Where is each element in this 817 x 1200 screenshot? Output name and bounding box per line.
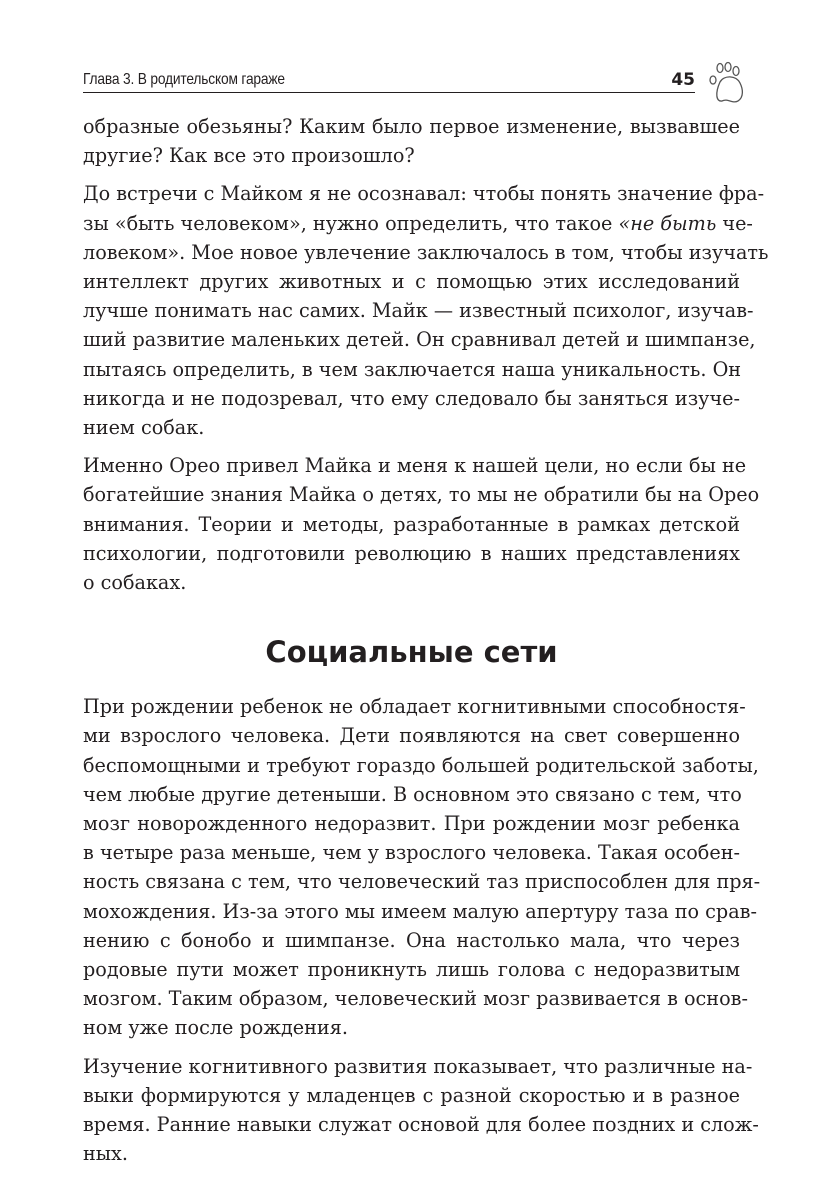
italic-text: «не быть [618,211,717,235]
text-line: ми взрослого человека. Дети появляются на свет совершенно [83,724,740,748]
section-heading: Социальные сети [265,635,558,670]
text-line: ность связана с тем, что человеческий таз приспособлен для пря- [83,870,761,894]
paragraph [83,451,760,597]
paw-print-icon [700,60,748,108]
text-line: другие? Как все это произошло? [83,144,415,168]
text-line: нием собак. [83,416,205,440]
paragraph [83,112,740,170]
text-line: лучше понимать нас самих. Майк — известный психолог, изучав- [83,299,754,323]
paragraph [83,179,769,442]
text-line: мохождения. Из-за этого мы имеем малую апертуру таза по срав- [83,899,757,923]
text-line: нению с бонобо и шимпанзе. Она настолько мала, что через [83,928,740,952]
page-body [83,112,769,1178]
text-line: ловеком». Мое новое увлечение заключалось в том, чтобы изучать [83,240,769,264]
page-number: 45 [671,70,695,90]
text-segment: че- [716,211,753,235]
text-line: При рождении ребенок не обладает когнитивными способностя- [83,695,746,719]
text-line: чем любые другие детеныши. В основном это связано с тем, что [83,782,742,806]
text-line: мозг новорожденного недоразвит. При рождении мозг ребенка [83,812,740,836]
text-line: пытаясь определить, в чем заключается наша уникальность. Он [83,357,742,381]
text-line: образные обезьяны? Каким было первое изменение, вызвавшее [83,115,740,138]
text-line: психологии, подготовили революцию в наших представлениях [83,541,740,565]
text-line: ных. [83,1142,128,1166]
text-line: в четыре раза меньше, чем у взрослого человека. Такая особен- [83,841,740,865]
paragraph [83,1052,759,1169]
text-line: время. Ранние навыки служат основой для более поздних и слож- [83,1113,759,1137]
text-segment: зы «быть человеком», нужно определить, что такое [83,211,619,235]
text-line: интеллект других животных и с помощью этих исследований [83,270,740,294]
text-line: беспомощными и требуют гораздо большей родительской заботы, [83,753,759,777]
text-line: родовые пути может проникнуть лишь голова с недоразвитым [83,958,740,982]
text-line: ном уже после рождения. [83,1016,348,1040]
text-line: ший развитие маленьких детей. Он сравнивал детей и шимпанзе, [83,328,756,352]
text-line: Именно Орео привел Майка и меня к нашей цели, но если бы не [83,454,747,478]
text-line: внимания. Теории и методы, разработанные в рамках детской [83,512,740,536]
text-line: До встречи с Майком я не осознавал: чтобы понять значение фра- [83,182,765,206]
paragraph [83,692,761,1042]
running-title: Глава 3. В родительском гараже [83,71,285,88]
text-line: выки формируются у младенцев с разной скоростью и в разное [83,1083,740,1107]
text-line: никогда и не подозревал, что ему следовало бы заняться изуче- [83,386,740,410]
running-header [83,64,695,93]
text-line: мозгом. Таким образом, человеческий мозг развивается в основ- [83,987,748,1011]
text-line: Изучение когнитивного развития показывает, что различные на- [83,1054,753,1078]
text-line [83,209,753,238]
text-line: богатейшие знания Майка о детях, то мы не обратили бы на Орео [83,483,760,507]
text-line: о собаках. [83,571,187,595]
